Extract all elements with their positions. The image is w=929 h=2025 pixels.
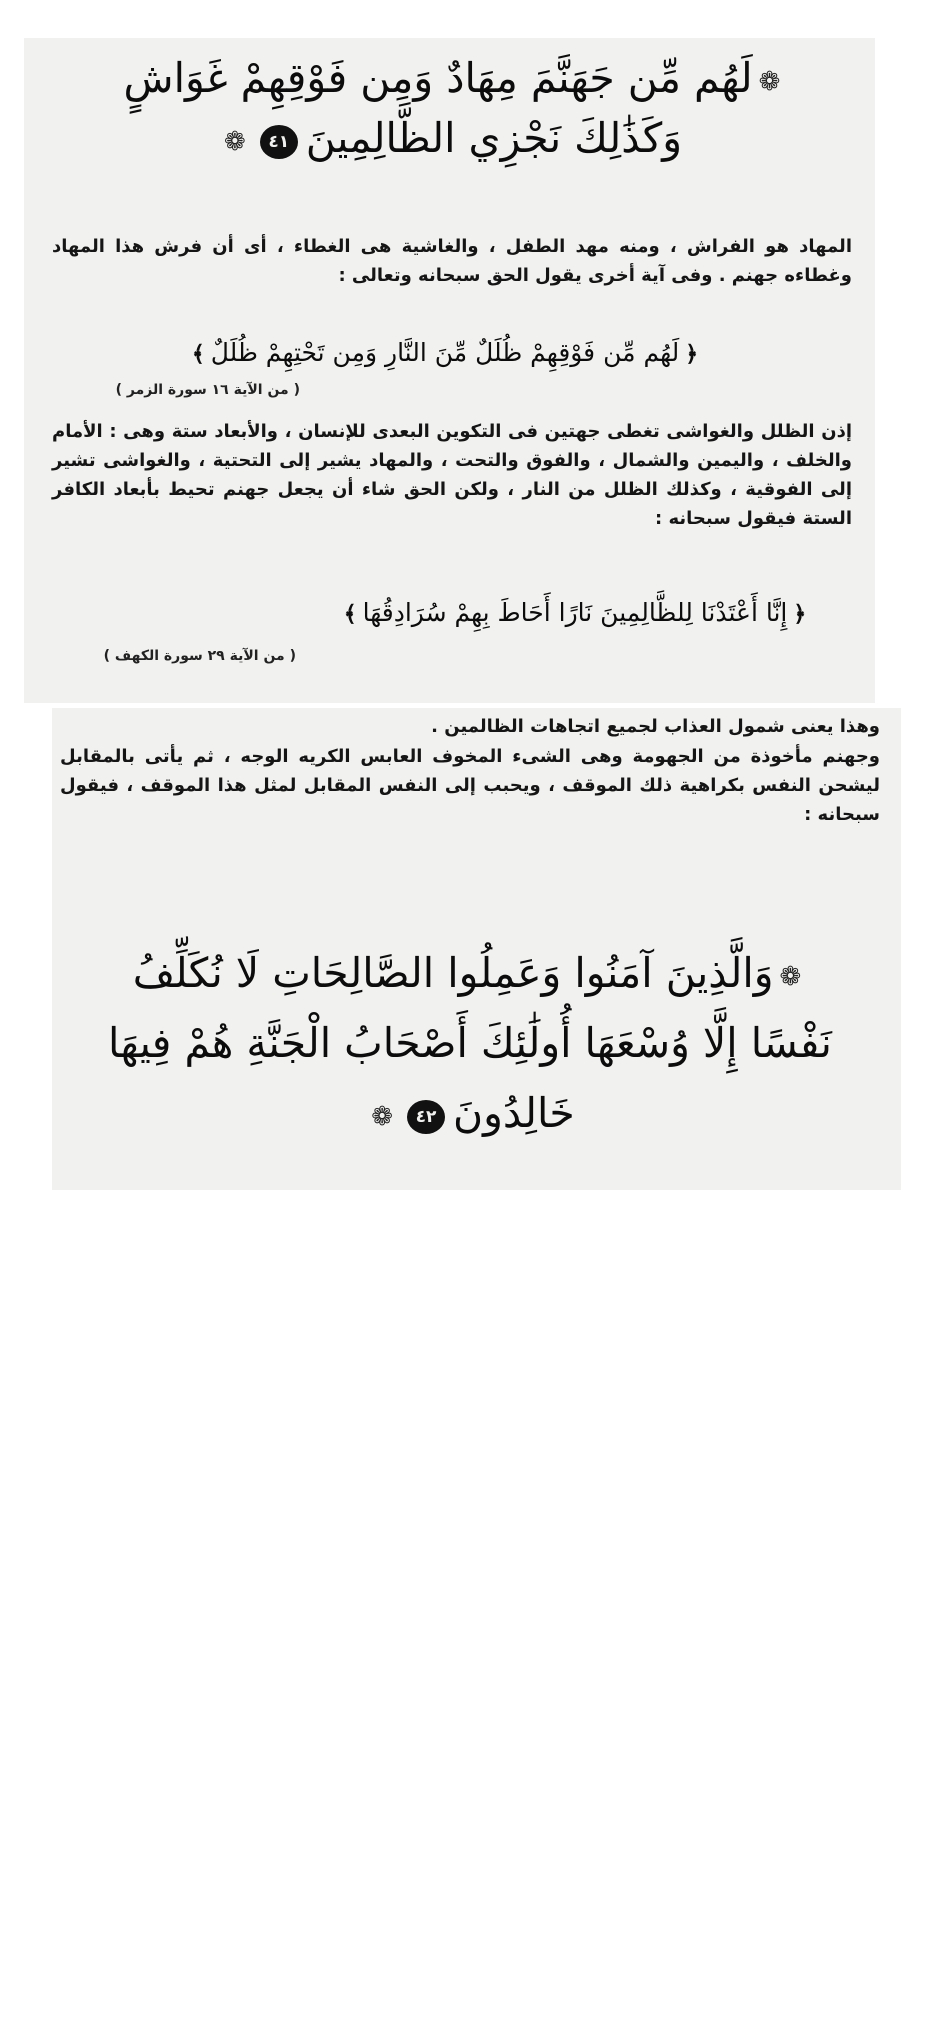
paragraph-4: وجهنم مأخوذة من الجهومة وهى الشىء المخوف العابس الكريه الوجه ، ثم يأتى بالمقابل ليشحن النفس بكراهية ذلك الموقف ، ويحبب إلى النفس المقابل لمثل هذا الموقف ، فيقول سبحانه : [60, 746, 880, 825]
verse-42-line-2-text: نَفْسًا إِلَّا وُسْعَهَا أُولَٰئِكَ أَصْحَابُ الْجَنَّةِ هُمْ فِيهَا [108, 1019, 832, 1067]
brace-close-icon: ﴾ [191, 341, 205, 367]
paragraph-2: إذن الظلل والغواشى تغطى جهتين فى التكوين البعدى للإنسان ، والأبعاد ستة وهى : الأمام والخلف ، واليمين والشمال ، والفوق والتحت ، والمهاد يشير إلى التحتية ، والغواشى تشير إلى الفوقية ، وكذلك الظلل من النار ، ولكن الحق شاء أن يجعل جهنم تحيط بأبعاد الكافر الستة فيقول سبحانه : [52, 421, 852, 529]
verse-42-line-3 [300, 1085, 640, 1145]
quote-1 [60, 335, 830, 373]
quote-1-text: لَهُم مِّن فَوْقِهِمْ ظُلَلٌ مِّنَ النَّارِ وَمِن تَحْتِهِمْ ظُلَلٌ [210, 338, 680, 367]
verse-41-line-2-text: وَكَذَٰلِكَ نَجْزِي الظَّالِمِينَ [305, 114, 683, 162]
verse-41-line-1-text: لَهُم مِّن جَهَنَّمَ مِهَادٌ وَمِن فَوْقِهِمْ غَوَاشٍ [123, 54, 753, 102]
brace-open-icon: ﴿ [685, 341, 699, 367]
verse-ornament-icon: ❁ [371, 1101, 394, 1132]
verse-ornament-icon: ❁ [223, 126, 246, 157]
verse-ornament-icon: ❁ [758, 66, 781, 97]
verse-42-line-3-text: خَالِدُونَ [453, 1089, 575, 1137]
brace-close-icon: ﴾ [343, 601, 357, 627]
quote-2-text: إِنَّا أَعْتَدْنَا لِلظَّالِمِينَ نَارًا أَحَاطَ بِهِمْ سُرَادِقُهَا [362, 598, 788, 627]
ayah-number-42: ٤٢ [407, 1100, 445, 1134]
quote-1-reference: ( من الآية ١٦ سورة الزمر ) [115, 382, 300, 398]
verse-41-line-1 [60, 50, 850, 110]
paragraph-3: وهذا يعنى شمول العذاب لجميع اتجاهات الظالمين . [431, 716, 880, 737]
verse-ornament-icon: ❁ [779, 961, 802, 992]
ayah-number-41: ٤١ [260, 125, 298, 159]
quote-2-reference: ( من الآية ٢٩ سورة الكهف ) [103, 648, 296, 664]
verse-41-line-2 [60, 110, 840, 170]
paragraph-1: المهاد هو الفراش ، ومنه مهد الطفل ، والغاشية هى الغطاء ، أى أن فرش هذا المهاد وغطاءه جهنم . وفى آية أخرى يقول الحق سبحانه وتعالى : [52, 236, 852, 286]
verse-42-line-1 [90, 945, 850, 1005]
verse-42-line-1-text: وَالَّذِينَ آمَنُوا وَعَمِلُوا الصَّالِحَاتِ لَا نُكَلِّفُ [132, 949, 774, 997]
quote-2 [300, 595, 850, 633]
verse-42-line-2 [90, 1015, 850, 1071]
brace-open-icon: ﴿ [793, 601, 807, 627]
